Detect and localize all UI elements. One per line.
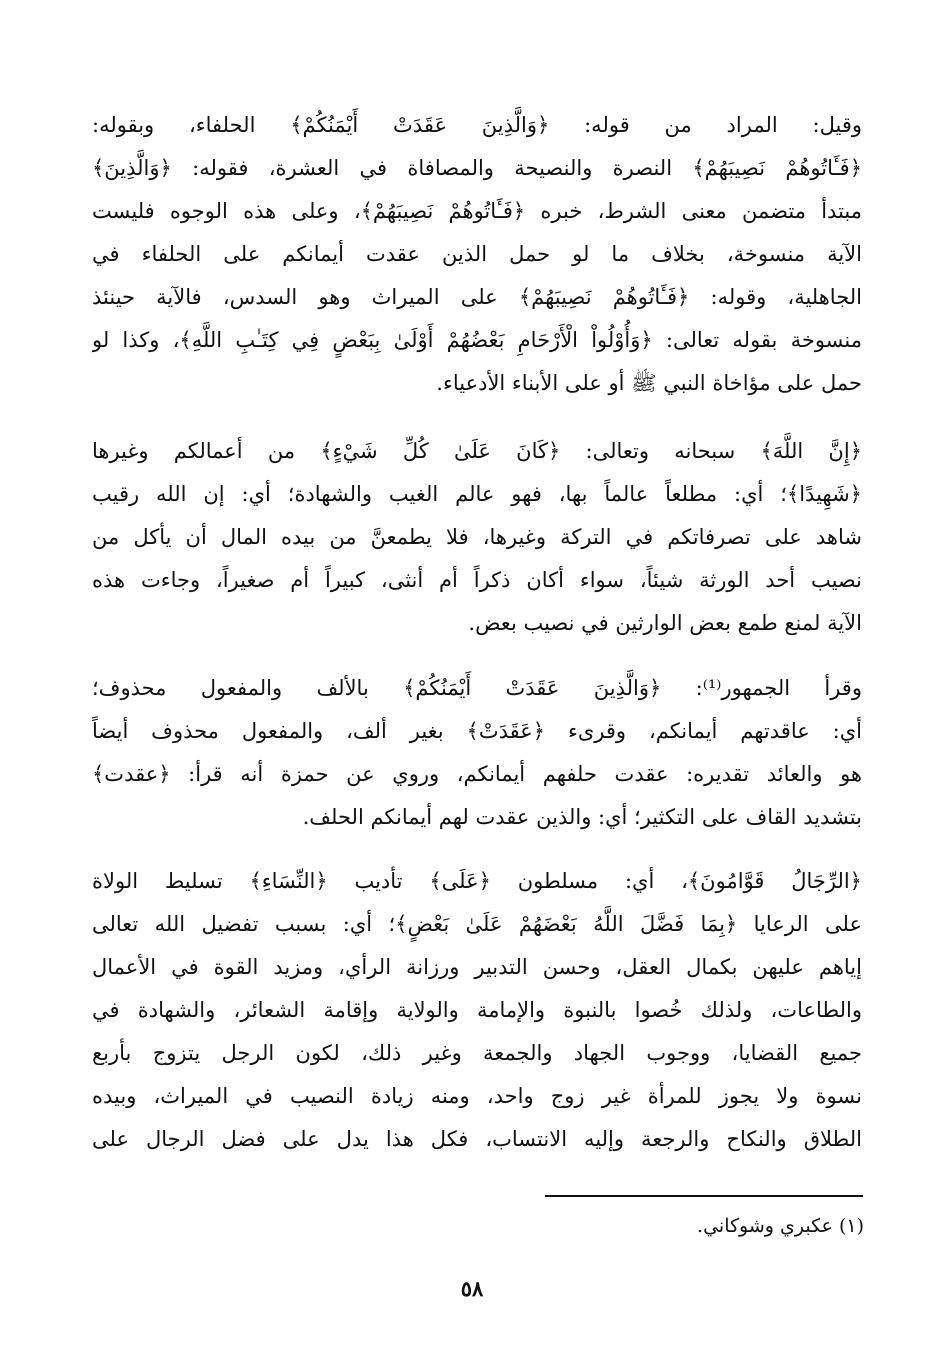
page-number: ٥٨ — [460, 1276, 484, 1301]
paragraph-3 — [92, 667, 862, 839]
text-line: على الرعايا ﴿بِمَا فَضَّلَ اللَّهُ بَعْضَهُمْ عَلَىٰ بَعْضٍ﴾؛ أي: بسبب تفضيل الله تعالى — [92, 912, 862, 936]
text-line: مبتدأ متضمن معنى الشرط، خبره ﴿فَـَٔاتُوهُمْ نَصِيبَهُمْ﴾، وعلى هذه الوجوه فليست — [92, 199, 862, 223]
text-line: حمل على مؤاخاة النبي ﷺ أو على الأبناء الأدعياء. — [436, 371, 862, 395]
text-line: ﴿شَهِيدًا﴾؛ أي: مطلعاً عالماً بها، فهو عالم الغيب والشهادة؛ أي: إن الله رقيب — [92, 482, 862, 506]
paragraph-1 — [92, 104, 862, 405]
text-line: والطاعات، ولذلك خُصوا بالنبوة والإمامة والولاية وإقامة الشعائر، والشهادة في — [92, 998, 862, 1022]
text-line: نصيب أحد الورثة شيئاً، سواء أكان ذكراً أم أنثى، كبيراً أم صغيراً، وجاءت هذه — [92, 568, 862, 592]
text-line: الجاهلية، وقوله: ﴿فَـَٔاتُوهُمْ نَصِيبَهُمْ﴾ على الميراث وهو السدس، فالآية حينئذ — [92, 285, 862, 309]
text-line: منسوخة بقوله تعالى: ﴿وَأُوْلُواْ الْأَرْحَامِ بَعْضُهُمْ أَوْلَىٰ بِبَعْضٍ فِي كِتَـٰبِ اللَّهِ﴾، وكذا لو — [92, 328, 862, 352]
text-line: الآية لمنع طمع بعض الوارثين في نصيب بعض. — [468, 611, 862, 635]
paragraph-4 — [92, 860, 862, 1161]
text-line: بتشديد القاف على التكثير؛ أي: والذين عقدت لهم أيمانكم الحلف. — [302, 805, 862, 829]
text-line: نسوة ولا يجوز للمرأة غير زوج واحد، ومنه زيادة النصيب في الميراث، وبيده — [92, 1084, 862, 1108]
footnote: (١) عكبري وشوكاني. — [697, 1215, 864, 1237]
text-line: الآية منسوخة، بخلاف ما لو حمل الذين عقدت أيمانكم على الحلفاء في — [92, 242, 862, 266]
text-line: ﴿الرِّجَالُ قَوَّامُونَ﴾، أي: مسلطون ﴿عَلَى﴾ تأديب ﴿النِّسَاءِ﴾ تسليط الولاة — [92, 869, 862, 893]
paragraph-2 — [92, 430, 862, 645]
text-line: هو والعائد تقديره: عقدت حلفهم أيمانكم، وروي عن حمزة أنه قرأ: ﴿عقدت﴾ — [92, 762, 862, 786]
text-line: جميع القضايا، ووجوب الجهاد والجمعة وغير ذلك، لكون الرجل يتزوج بأربع — [92, 1041, 862, 1065]
text-line: أي: عاقدتهم أيمانكم، وقرىء ﴿عَقَدَتْ﴾ بغير ألف، والمفعول محذوف أيضاً — [92, 719, 862, 743]
text-line: ﴿فَـَٔاتُوهُمْ نَصِيبَهُمْ﴾ النصرة والنصيحة والمصافاة في العشرة، فقوله: ﴿وَالَّذِينَ﴾ — [92, 156, 862, 180]
text-line: الطلاق والنكاح والرجعة وإليه الانتساب، فكل هذا يدل على فضل الرجال على — [92, 1127, 862, 1151]
text-line: ﴿إِنَّ اللَّهَ﴾ سبحانه وتعالى: ﴿كَانَ عَلَىٰ كُلِّ شَيْءٍ﴾ من أعمالكم وغيرها — [92, 439, 862, 463]
text-line: وقرأ الجمهور⁽¹⁾: ﴿وَالَّذِينَ عَقَدَتْ أَيْمَنُكُمْ﴾ بالألف والمفعول محذوف؛ — [92, 676, 862, 700]
text-line: شاهد على تصرفاتكم في التركة وغيرها، فلا يطمعنَّ من بيده المال أن يأكل من — [92, 525, 862, 549]
text-line: وقيل: المراد من قوله: ﴿وَالَّذِينَ عَقَدَتْ أَيْمَنُكُمْ﴾ الحلفاء، وبقوله: — [92, 113, 862, 137]
footnote-divider — [545, 1195, 863, 1197]
text-line: إياهم عليهن بكمال العقل، وحسن التدبير ورزانة الرأي، ومزيد القوة في الأعمال — [92, 955, 862, 979]
